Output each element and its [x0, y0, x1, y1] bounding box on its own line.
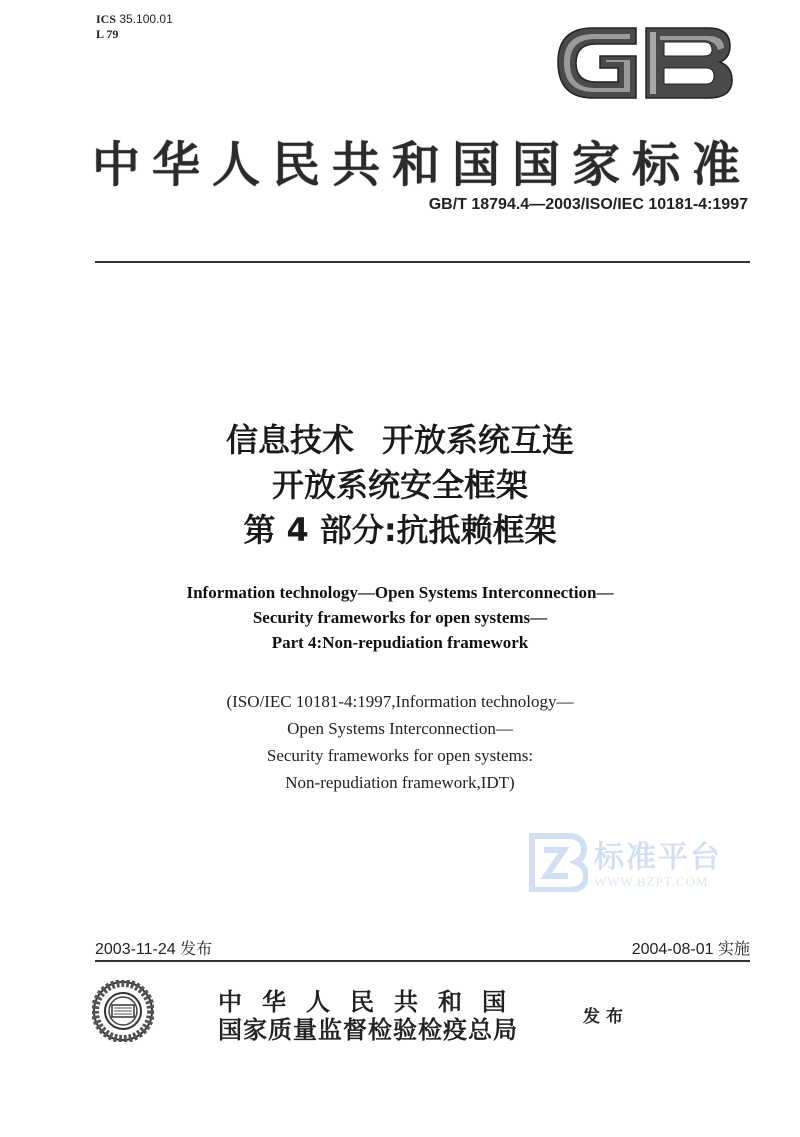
official-seal-icon [92, 980, 154, 1042]
ccs-code: L 79 [96, 27, 119, 41]
issue-action: 发布 [583, 1007, 629, 1027]
iso-ref-line1: (ISO/IEC 10181-4:1997,Information technology— [226, 692, 574, 711]
chinese-title [0, 418, 800, 553]
watermark [528, 830, 738, 900]
date-row [95, 936, 750, 958]
iso-reference [0, 688, 800, 796]
gb-logo-icon [548, 22, 738, 104]
en-title-line1: Information technology—Open Systems Interconnection— [186, 583, 614, 602]
footer-divider [95, 960, 750, 962]
issue-date: 2003-11-24 发布 [95, 941, 213, 958]
issuing-authority [218, 988, 526, 1044]
implementation-date: 2004-08-01 实施 [631, 941, 750, 958]
bzpt-logo-icon [528, 832, 588, 892]
cn-title-line2: 开放系统安全框架 [271, 466, 528, 504]
watermark-cn: 标准平台 [594, 840, 722, 875]
iso-ref-line2: Open Systems Interconnection— [287, 719, 513, 738]
issuer-line2: 国家质量监督检验检疫总局 [218, 1015, 518, 1044]
iso-ref-line3: Security frameworks for open systems: [266, 746, 534, 765]
ics-label: ICS [96, 12, 117, 26]
en-title-line3: Part 4:Non-repudiation framework [271, 633, 529, 652]
standard-number: GB/T 18794.4—2003/ISO/IEC 10181-4:1997 [428, 196, 748, 213]
en-title-line2: Security frameworks for open systems— [252, 608, 548, 627]
ics-code: 35.100.01 [119, 12, 173, 26]
classification-codes [96, 12, 173, 42]
national-standard-title: 中华人民共和国国家标准 [92, 137, 753, 193]
cn-title-line1-b: 开放系统互连 [382, 421, 575, 459]
cn-title-line1 [0, 418, 800, 463]
header-divider [95, 261, 750, 263]
watermark-url: WWW.BZPT.COM [594, 874, 709, 889]
cn-title-line3: 第 4 部分:抗抵赖框架 [243, 511, 557, 549]
ics-line [96, 12, 173, 27]
english-title [0, 580, 800, 655]
iso-ref-line4: Non-repudiation framework,IDT) [285, 773, 515, 792]
cn-title-line1-a: 信息技术 [225, 421, 354, 459]
issuer-line1: 中华人民共和国 [218, 987, 526, 1016]
